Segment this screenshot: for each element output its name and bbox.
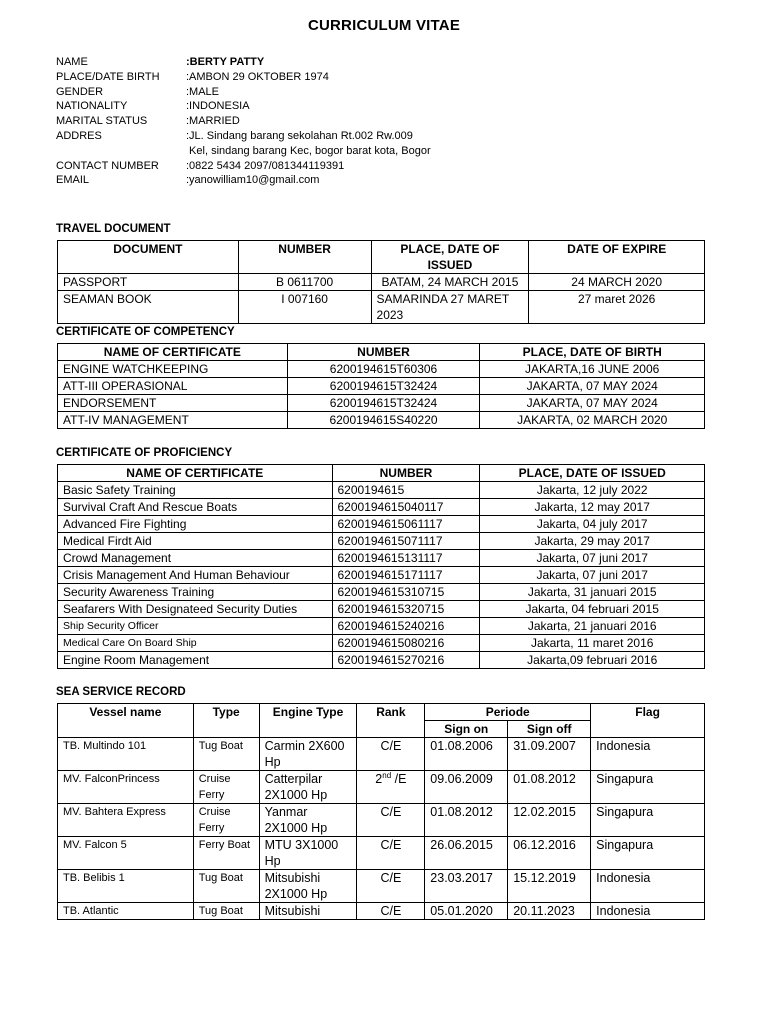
col-header: Rank bbox=[357, 704, 425, 738]
personal-row-address-2 bbox=[56, 144, 431, 159]
cell: MTU 3X1000 Hp bbox=[259, 837, 357, 870]
travel-table bbox=[57, 240, 705, 324]
page-title: CURRICULUM VITAE bbox=[307, 17, 461, 34]
table-row bbox=[58, 618, 705, 635]
field-value: Kel, sindang barang Kec, bogor barat kota, Bogor bbox=[186, 144, 431, 157]
col-header: NUMBER bbox=[332, 465, 480, 482]
cell: 6200194615240216 bbox=[332, 618, 480, 635]
cell: SAMARINDA 27 MARET 2023 bbox=[371, 291, 529, 324]
personal-row-address bbox=[56, 129, 431, 144]
cell: Mitsubishi bbox=[259, 903, 357, 920]
col-header: Type bbox=[193, 704, 259, 738]
cell: 6200194615080216 bbox=[332, 635, 480, 652]
table-row bbox=[58, 291, 705, 324]
cell: Singapura bbox=[591, 837, 705, 870]
table-row bbox=[58, 903, 705, 920]
cell: SEAMAN BOOK bbox=[58, 291, 239, 324]
col-header: PLACE, DATE OF ISSUED bbox=[480, 465, 705, 482]
cell: ATT-III OPERASIONAL bbox=[58, 378, 288, 395]
cell: 6200194615131117 bbox=[332, 550, 480, 567]
cell: MV. FalconPrincess bbox=[58, 771, 194, 804]
cell: Tug Boat bbox=[193, 738, 259, 771]
cell: 6200194615040117 bbox=[332, 499, 480, 516]
cell: 6200194615320715 bbox=[332, 601, 480, 618]
cell: 6200194615310715 bbox=[332, 584, 480, 601]
cell: Ship Security Officer bbox=[58, 618, 333, 635]
table-header bbox=[58, 465, 705, 482]
field-label: ADDRES bbox=[56, 129, 102, 142]
cell: TB. Multindo 101 bbox=[58, 738, 194, 771]
cell bbox=[357, 771, 425, 804]
personal-row-gender bbox=[56, 85, 431, 100]
field-label: NATIONALITY bbox=[56, 100, 128, 113]
cell: JAKARTA,16 JUNE 2006 bbox=[480, 361, 705, 378]
cell: Tug Boat bbox=[193, 903, 259, 920]
cell: JAKARTA, 07 MAY 2024 bbox=[480, 378, 705, 395]
cell: 6200194615270216 bbox=[332, 652, 480, 669]
cell: 20.11.2023 bbox=[508, 903, 591, 920]
proficiency-table bbox=[57, 464, 705, 669]
cell: Mitsubishi 2X1000 Hp bbox=[259, 870, 357, 903]
cell: 24 MARCH 2020 bbox=[529, 274, 705, 291]
field-value: :INDONESIA bbox=[186, 100, 250, 113]
col-header: NAME OF CERTIFICATE bbox=[58, 465, 333, 482]
field-label: MARITAL STATUS bbox=[56, 115, 148, 128]
table-row bbox=[58, 738, 705, 771]
field-label bbox=[56, 144, 186, 159]
cell: Jakarta, 31 januari 2015 bbox=[480, 584, 705, 601]
cell: JAKARTA, 02 MARCH 2020 bbox=[480, 412, 705, 429]
cell: MV. Falcon 5 bbox=[58, 837, 194, 870]
cell: Yanmar 2X1000 Hp bbox=[259, 804, 357, 837]
cell: Cruise Ferry bbox=[193, 771, 259, 804]
cell: 06.12.2016 bbox=[508, 837, 591, 870]
cell: C/E bbox=[357, 903, 425, 920]
field-value: :MARRIED bbox=[186, 115, 240, 128]
table-row bbox=[58, 361, 705, 378]
cell: Tug Boat bbox=[193, 870, 259, 903]
cell: JAKARTA, 07 MAY 2024 bbox=[480, 395, 705, 412]
cell: Ferry Boat bbox=[193, 837, 259, 870]
cell: Indonesia bbox=[591, 738, 705, 771]
col-header: Sign off bbox=[508, 721, 591, 738]
competency-table bbox=[57, 343, 705, 429]
cell: Jakarta, 07 juni 2017 bbox=[480, 550, 705, 567]
cell: Basic Safety Training bbox=[58, 482, 333, 499]
cell: 12.02.2015 bbox=[508, 804, 591, 837]
col-header: NUMBER bbox=[287, 344, 480, 361]
cell: 6200194615171117 bbox=[332, 567, 480, 584]
table-row bbox=[58, 837, 705, 870]
cell: BATAM, 24 MARCH 2015 bbox=[371, 274, 529, 291]
cell: Indonesia bbox=[591, 870, 705, 903]
field-label: GENDER bbox=[56, 85, 104, 98]
cell: 31.09.2007 bbox=[508, 738, 591, 771]
cell: Jakarta, 04 july 2017 bbox=[480, 516, 705, 533]
table-row bbox=[58, 395, 705, 412]
cell: Jakarta, 11 maret 2016 bbox=[480, 635, 705, 652]
cell: Crowd Management bbox=[58, 550, 333, 567]
col-header: NUMBER bbox=[238, 241, 371, 274]
cell: Security Awareness Training bbox=[58, 584, 333, 601]
cell: 15.12.2019 bbox=[508, 870, 591, 903]
field-value: :AMBON 29 OKTOBER 1974 bbox=[186, 70, 329, 83]
table-row bbox=[58, 771, 705, 804]
cell: 6200194615T32424 bbox=[287, 378, 480, 395]
field-label: EMAIL bbox=[56, 174, 90, 187]
table-row bbox=[58, 635, 705, 652]
col-header: Periode bbox=[425, 704, 591, 721]
cell: 05.01.2020 bbox=[425, 903, 508, 920]
cell: Singapura bbox=[591, 771, 705, 804]
cell: TB. Atlantic bbox=[58, 903, 194, 920]
cell: Jakarta, 04 februari 2015 bbox=[480, 601, 705, 618]
cell: Survival Craft And Rescue Boats bbox=[58, 499, 333, 516]
cell: Jakarta, 29 may 2017 bbox=[480, 533, 705, 550]
sea-heading: SEA SERVICE RECORD bbox=[56, 686, 186, 698]
field-label: NAME bbox=[56, 56, 88, 68]
travel-heading: TRAVEL DOCUMENT bbox=[56, 223, 171, 235]
col-header: DATE OF EXPIRE bbox=[529, 241, 705, 274]
cell: C/E bbox=[357, 804, 425, 837]
cell: I 007160 bbox=[238, 291, 371, 324]
cell: 6200194615071117 bbox=[332, 533, 480, 550]
cell: Jakarta, 21 januari 2016 bbox=[480, 618, 705, 635]
cell: PASSPORT bbox=[58, 274, 239, 291]
cell: Jakarta, 12 may 2017 bbox=[480, 499, 705, 516]
col-header: NAME OF CERTIFICATE bbox=[58, 344, 288, 361]
table-row bbox=[58, 516, 705, 533]
cell: Singapura bbox=[591, 804, 705, 837]
col-header: Engine Type bbox=[259, 704, 357, 738]
cell: C/E bbox=[357, 870, 425, 903]
table-row bbox=[58, 652, 705, 669]
cell: Jakarta, 07 juni 2017 bbox=[480, 567, 705, 584]
table-row bbox=[58, 533, 705, 550]
col-header: PLACE, DATE OF BIRTH bbox=[480, 344, 705, 361]
personal-row-contact bbox=[56, 159, 431, 174]
rank-tail: /E bbox=[391, 772, 407, 786]
table-header bbox=[58, 344, 705, 361]
cell: 23.03.2017 bbox=[425, 870, 508, 903]
cell: B 0611700 bbox=[238, 274, 371, 291]
cell: 09.06.2009 bbox=[425, 771, 508, 804]
rank-number: 2 bbox=[375, 772, 383, 786]
table-header bbox=[58, 704, 705, 721]
personal-info bbox=[56, 55, 431, 188]
field-value: :JL. Sindang barang sekolahan Rt.002 Rw.009 bbox=[186, 129, 413, 142]
table-row bbox=[58, 412, 705, 429]
cell: Catterpilar 2X1000 Hp bbox=[259, 771, 357, 804]
cell: Crisis Management And Human Behaviour bbox=[58, 567, 333, 584]
cell: Engine Room Management bbox=[58, 652, 333, 669]
col-header: PLACE, DATE OF ISSUED bbox=[371, 241, 529, 274]
field-value: :MALE bbox=[186, 85, 220, 98]
field-value: :BERTY PATTY bbox=[186, 56, 265, 68]
cell: ENGINE WATCHKEEPING bbox=[58, 361, 288, 378]
cell: 01.08.2012 bbox=[425, 804, 508, 837]
field-value: :0822 5434 2097/081344119391 bbox=[186, 159, 345, 172]
col-header: DOCUMENT bbox=[58, 241, 239, 274]
cell: Indonesia bbox=[591, 903, 705, 920]
personal-row-nationality bbox=[56, 99, 431, 114]
cell: 6200194615T60306 bbox=[287, 361, 480, 378]
table-row bbox=[58, 499, 705, 516]
sea-service-table bbox=[57, 703, 705, 920]
field-label: CONTACT NUMBER bbox=[56, 159, 159, 172]
table-row bbox=[58, 584, 705, 601]
cell: Carmin 2X600 Hp bbox=[259, 738, 357, 771]
cell: 01.08.2006 bbox=[425, 738, 508, 771]
personal-row-marital bbox=[56, 114, 431, 129]
field-value: :yanowilliam10@gmail.com bbox=[186, 174, 320, 187]
competency-heading: CERTIFICATE OF COMPETENCY bbox=[56, 326, 235, 338]
proficiency-heading: CERTIFICATE OF PROFICIENCY bbox=[56, 447, 233, 459]
personal-row-birth bbox=[56, 70, 431, 85]
cell: MV. Bahtera Express bbox=[58, 804, 194, 837]
table-row bbox=[58, 804, 705, 837]
col-header: Vessel name bbox=[58, 704, 194, 738]
cell: Medical Care On Board Ship bbox=[58, 635, 333, 652]
field-label: PLACE/DATE BIRTH bbox=[56, 70, 160, 83]
cell: ATT-IV MANAGEMENT bbox=[58, 412, 288, 429]
col-header: Sign on bbox=[425, 721, 508, 738]
cell: Seafarers With Designateed Security Duties bbox=[58, 601, 333, 618]
cell: 6200194615061117 bbox=[332, 516, 480, 533]
col-header: Flag bbox=[591, 704, 705, 738]
cell: 6200194615 bbox=[332, 482, 480, 499]
table-row bbox=[58, 601, 705, 618]
cell: 01.08.2012 bbox=[508, 771, 591, 804]
cell: Advanced Fire Fighting bbox=[58, 516, 333, 533]
cell: Medical Firdt Aid bbox=[58, 533, 333, 550]
cell: 6200194615T32424 bbox=[287, 395, 480, 412]
cell: ENDORSEMENT bbox=[58, 395, 288, 412]
table-row bbox=[58, 482, 705, 499]
cell: Jakarta,09 februari 2016 bbox=[480, 652, 705, 669]
table-row bbox=[58, 274, 705, 291]
cell: 6200194615S40220 bbox=[287, 412, 480, 429]
cell: Jakarta, 12 july 2022 bbox=[480, 482, 705, 499]
table-row bbox=[58, 550, 705, 567]
table-row bbox=[58, 567, 705, 584]
cell: TB. Belibis 1 bbox=[58, 870, 194, 903]
cell: 26.06.2015 bbox=[425, 837, 508, 870]
cell: 27 maret 2026 bbox=[529, 291, 705, 324]
table-row bbox=[58, 378, 705, 395]
table-header bbox=[58, 241, 705, 274]
personal-row-email bbox=[56, 173, 431, 188]
cell: Cruise Ferry bbox=[193, 804, 259, 837]
personal-row-name bbox=[56, 55, 431, 70]
cell: C/E bbox=[357, 837, 425, 870]
rank-suffix: nd bbox=[382, 770, 392, 780]
table-row bbox=[58, 870, 705, 903]
cell: C/E bbox=[357, 738, 425, 771]
